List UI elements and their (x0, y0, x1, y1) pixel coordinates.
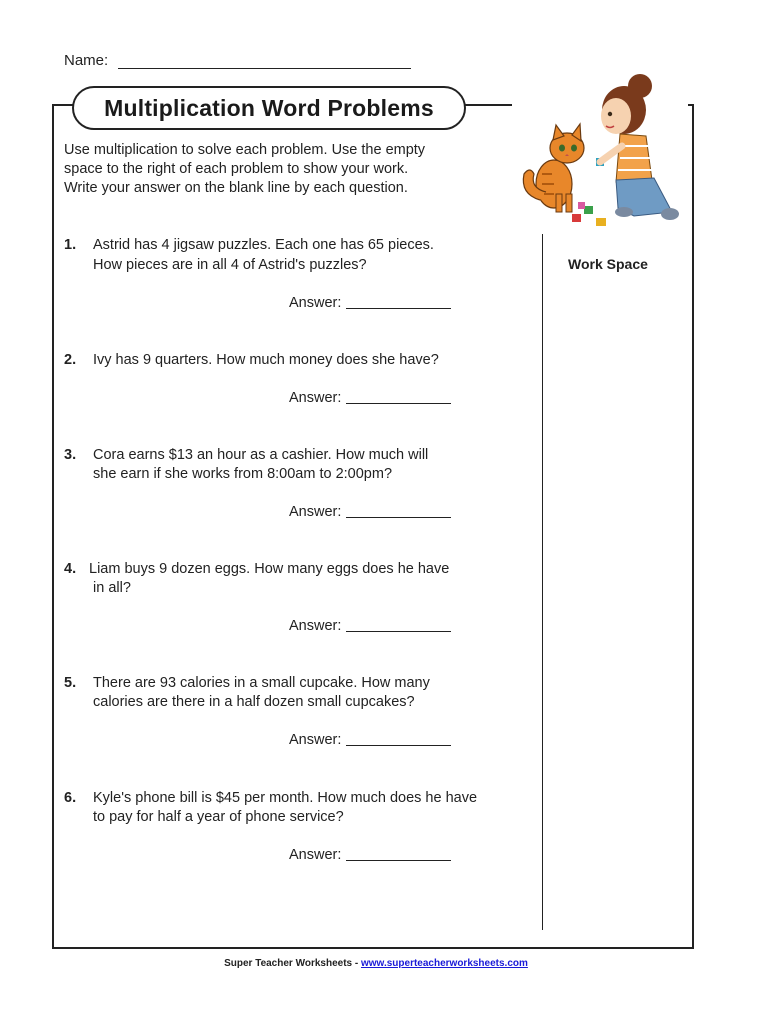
problem-number: 4. (64, 561, 77, 577)
answer-label: Answer: (289, 847, 342, 863)
answer-label: Answer: (289, 732, 342, 748)
answer-3[interactable] (289, 504, 451, 520)
footer (0, 958, 752, 969)
answer-label: Answer: (289, 504, 342, 520)
girl-with-cat-puzzle-illustration (512, 62, 688, 234)
problem-text-line: to pay for half a year of phone service? (93, 809, 344, 825)
worksheet-title: Multiplication Word Problems (72, 86, 466, 130)
footer-link[interactable]: www.superteacherworksheets.com (360, 958, 528, 969)
problem-text-line: How pieces are in all 4 of Astrid's puzzles? (93, 257, 367, 273)
footer-brand: Super Teacher Worksheets (224, 958, 353, 969)
instruction-line: Write your answer on the blank line by each question. (64, 180, 408, 196)
problem-number: 5. (64, 675, 77, 691)
problem-number: 2. (64, 352, 77, 368)
answer-label: Answer: (289, 618, 342, 634)
problem-text-line: Kyle's phone bill is $45 per month. How much does he have (93, 790, 478, 806)
work-space-label: Work Space (568, 256, 648, 272)
problem-text-line: Ivy has 9 quarters. How much money does she have? (93, 352, 439, 368)
problem-text-line: Liam buys 9 dozen eggs. How many eggs does he have (89, 561, 450, 577)
problem-text-line: she earn if she works from 8:00am to 2:00pm? (93, 466, 393, 482)
answer-label: Answer: (289, 295, 342, 311)
problem-text-line: in all? (93, 580, 131, 596)
answer-blank[interactable] (346, 403, 451, 404)
answer-blank[interactable] (346, 631, 451, 632)
answer-blank[interactable] (346, 308, 451, 309)
footer-separator: - (352, 958, 361, 969)
answer-2[interactable] (289, 390, 451, 406)
work-space-divider (542, 233, 543, 930)
answer-blank[interactable] (346, 517, 451, 518)
answer-1[interactable] (289, 295, 451, 311)
instruction-line: space to the right of each problem to show your work. (64, 161, 409, 177)
name-label: Name: (64, 52, 109, 69)
problem-text-line: Cora earns $13 an hour as a cashier. How much will (93, 447, 429, 463)
answer-label: Answer: (289, 390, 342, 406)
answer-5[interactable] (289, 732, 451, 748)
problem-number: 6. (64, 790, 77, 806)
problem-text-line: calories are there in a half dozen small cupcakes? (93, 694, 415, 710)
problem-number: 3. (64, 447, 77, 463)
answer-blank[interactable] (346, 745, 451, 746)
instructions (64, 141, 494, 198)
answer-6[interactable] (289, 847, 451, 863)
problem-text-line: Astrid has 4 jigsaw puzzles. Each one has 65 pieces. (93, 237, 434, 253)
answer-4[interactable] (289, 618, 451, 634)
instruction-line: Use multiplication to solve each problem. Use the empty (64, 142, 426, 158)
problem-text-line: There are 93 calories in a small cupcake. How many (93, 675, 430, 691)
name-blank-line (118, 68, 411, 69)
answer-blank[interactable] (346, 860, 451, 861)
problem-number: 1. (64, 237, 77, 253)
